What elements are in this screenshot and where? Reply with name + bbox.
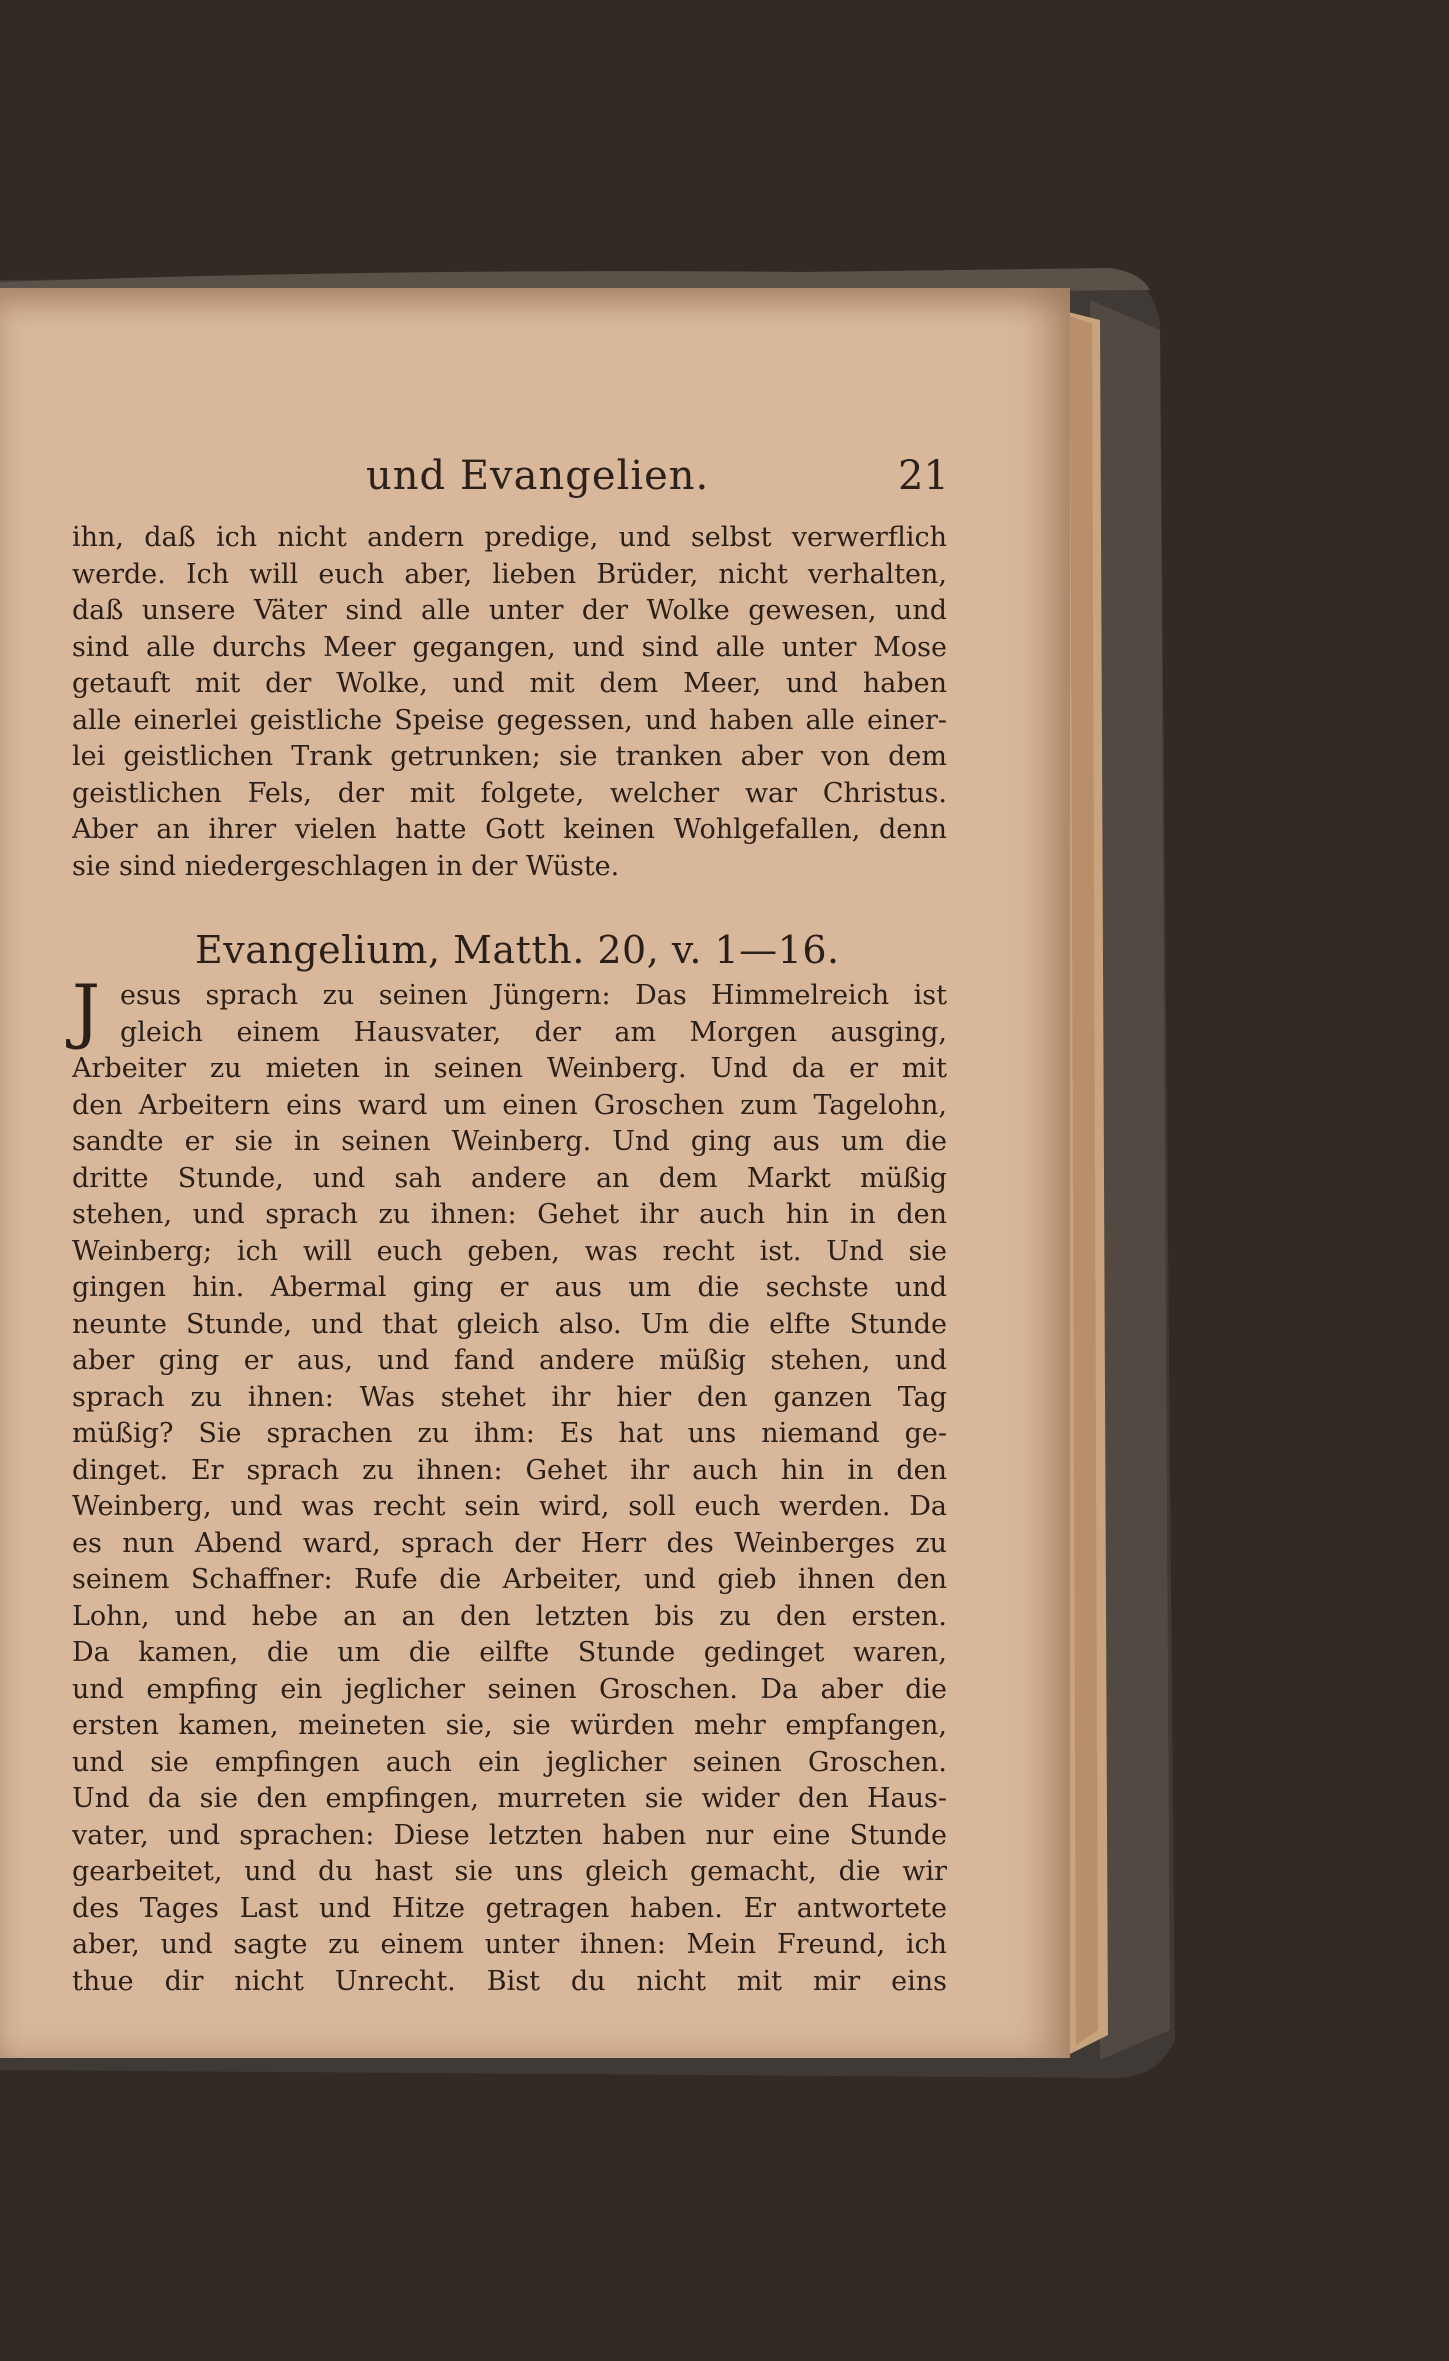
text-line: den Arbeitern eins ward um einen Groschen zum Tagelohn, xyxy=(72,1089,947,1121)
gospel-text xyxy=(72,970,947,2000)
running-head-title: und Evangelien. xyxy=(366,453,710,499)
text-line: Lohn, und hebe an an den letzten bis zu den ersten. xyxy=(72,1600,947,1632)
page-number: 21 xyxy=(898,453,949,499)
text-line: getauft mit der Wolke, und mit dem Meer, und haben xyxy=(72,668,947,699)
drop-cap: J xyxy=(72,970,101,1052)
text-line: geistlichen Fels, der mit folgete, welcher war Christus. xyxy=(72,777,947,809)
gospel-heading: Evangelium, Matth. 20, v. 1—16. xyxy=(195,928,840,972)
text-line: und empfing ein jeglicher seinen Groschen. Da aber die xyxy=(72,1673,947,1705)
text-line: thue dir nicht Unrecht. Bist du nicht mit mir eins xyxy=(72,1965,947,1997)
text-line: vater, und sprachen: Diese letzten haben nur eine Stunde xyxy=(72,1819,947,1851)
text-line: müßig? Sie sprachen zu ihm: Es hat uns niemand ge- xyxy=(72,1418,947,1449)
text-line: und sie empfingen auch ein jeglicher seinen Groschen. xyxy=(72,1746,947,1778)
text-line: ihn, daß ich nicht andern predige, und selbst verwerflich xyxy=(72,522,947,553)
text-line: sie sind niedergeschlagen in der Wüste. xyxy=(72,850,620,882)
text-line: esus sprach zu seinen Jüngern: Das Himmelreich ist xyxy=(120,980,947,1011)
text-line: gearbeitet, und du hast sie uns gleich gemacht, die wir xyxy=(72,1856,947,1887)
text-line: dinget. Er sprach zu ihnen: Gehet ihr auch hin in den xyxy=(72,1454,947,1486)
text-line: Und da sie den empfingen, murreten sie wider den Haus- xyxy=(72,1783,947,1814)
text-line: gleich einem Hausvater, der am Morgen ausging, xyxy=(120,1016,947,1048)
text-line: alle einerlei geistliche Speise gegessen, und haben alle einer- xyxy=(72,704,947,736)
text-line: Aber an ihrer vielen hatte Gott keinen Wohlgefallen, denn xyxy=(72,814,947,845)
text-line: aber ging er aus, und fand andere müßig stehen, und xyxy=(72,1345,947,1376)
text-line: werde. Ich will euch aber, lieben Brüder, nicht verhalten, xyxy=(72,558,947,590)
running-head xyxy=(0,453,1000,513)
text-line: sandte er sie in seinen Weinberg. Und ging aus um die xyxy=(72,1126,947,1157)
text-line: ersten kamen, meineten sie, sie würden mehr empfangen, xyxy=(72,1710,947,1741)
text-line: es nun Abend ward, sprach der Herr des Weinberges zu xyxy=(72,1527,947,1559)
text-line: stehen, und sprach zu ihnen: Gehet ihr auch hin in den xyxy=(72,1199,947,1230)
epistle-text xyxy=(72,520,947,885)
text-line: Weinberg, und was recht sein wird, soll euch werden. Da xyxy=(72,1491,947,1522)
text-line: aber, und sagte zu einem unter ihnen: Mein Freund, ich xyxy=(72,1929,947,1960)
text-line: gingen hin. Abermal ging er aus um die sechste und xyxy=(72,1272,947,1303)
text-line: lei geistlichen Trank getrunken; sie tranken aber von dem xyxy=(72,741,947,772)
text-line: seinem Schaffner: Rufe die Arbeiter, und gieb ihnen den xyxy=(72,1564,947,1595)
text-line: sprach zu ihnen: Was stehet ihr hier den ganzen Tag xyxy=(72,1381,947,1413)
book-page xyxy=(0,288,1070,2058)
text-line: Weinberg; ich will euch geben, was recht ist. Und sie xyxy=(72,1235,947,1267)
text-line: dritte Stunde, und sah andere an dem Markt müßig xyxy=(72,1162,947,1194)
text-line: neunte Stunde, und that gleich also. Um die elfte Stunde xyxy=(72,1308,947,1340)
text-line: daß unsere Väter sind alle unter der Wolke gewesen, und xyxy=(72,595,947,626)
text-line: Da kamen, die um die eilfte Stunde gedinget waren, xyxy=(72,1637,947,1668)
text-line: des Tages Last und Hitze getragen haben. Er antwortete xyxy=(72,1892,947,1924)
text-line: sind alle durchs Meer gegangen, und sind alle unter Mose xyxy=(72,631,947,663)
text-line: Arbeiter zu mieten in seinen Weinberg. Und da er mit xyxy=(72,1053,947,1084)
